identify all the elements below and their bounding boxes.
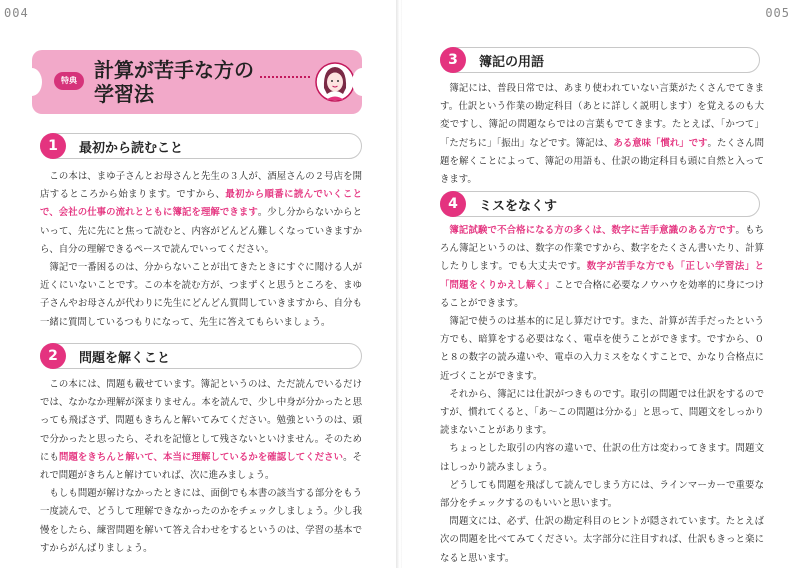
chapter-title-line1: 計算が苦手な方の bbox=[94, 58, 254, 82]
section-title-4: ミスをなくす bbox=[479, 199, 558, 214]
paragraph: 簿記で一番困るのは、分からないことが出てきたときにすぐに聞ける人が近くにいないことです。この本を読む方が、つまずくと思うところを、まゆ子さんやお母さんが代わりに先生にどんどん質問していきますから、自分も一緒に質問しているつもりになって、先生に答えてもらいましょう。 bbox=[40, 262, 362, 328]
highlight-text: 最初から順番に読んでいくことで、会社の仕事の流れとともに簿記を理解できます bbox=[40, 189, 362, 219]
section-body-2 bbox=[40, 376, 362, 558]
highlight-text: ある意味「慣れ」です bbox=[613, 137, 708, 149]
paragraph: それから、簿記には仕訳がつきものです。取引の問題では仕訳をするのですが、慣れてくると、「あ〜この問題は分かる」と思って、問題文をしっかり読まないことがあります。 bbox=[440, 388, 764, 437]
section-heading-1 bbox=[40, 133, 362, 159]
highlight-text: 簿記試験で不合格になる方の多くは、数字に苦手意識のある方です bbox=[449, 225, 736, 236]
left-page bbox=[0, 0, 398, 568]
section-number-2: 2 bbox=[40, 343, 66, 369]
paragraph: 簿記には、普段日常では、あまり使われていない言葉がたくさんでてきます。仕訳という作業の勘定科目（あとに詳しく説明します）を覚えるのも大変ですし、簿記の問題ならではの言葉もでてきます。たとえば、「かつて」「ただちに」「振出」などです。簿記は、ある意味「慣れ」です。たくさん問題を解くことによって、簿記の用語も、仕訳の勘定科目も頭に自然と入ってきます。 bbox=[440, 83, 764, 186]
section-title-2: 問題を解くこと bbox=[79, 351, 171, 366]
highlight-text: 問題をきちんと解いて、本当に理解しているかを確認してください bbox=[58, 451, 344, 463]
section-title-3: 簿記の用語 bbox=[479, 55, 545, 70]
section-body-4 bbox=[440, 222, 764, 568]
highlight-text: 数字が苦手な方でも「正しい学習法」と「問題をくりかえし解く」 bbox=[440, 261, 764, 291]
section-heading-2 bbox=[40, 343, 362, 369]
woman-portrait-icon bbox=[315, 58, 355, 106]
section-heading-3 bbox=[440, 47, 760, 73]
section-heading-4 bbox=[440, 191, 760, 217]
right-page bbox=[402, 0, 800, 568]
paragraph: 簿記試験で不合格になる方の多くは、数字に苦手意識のある方です。もちろん簿記というのは、数字の作業ですから、数字をたくさん書いたり、計算したりします。でも大丈夫です。数字が苦手な方でも「正しい学習法」と「問題をくりかえし解く」ことで合格に必要なノウハウを効率的に身につけることができます。 bbox=[440, 225, 764, 309]
special-badge: 特典 bbox=[54, 72, 84, 90]
paragraph: この本には、問題も載せています。簿記というのは、ただ読んでいるだけでは、なかなか理解が深まりません。本を読んで、少し中身が分かったと思っても飛ばさず、問題もきちんと解いてみてください。勉強というのは、頭で分かったと思ったら、それを記憶として残さないといけません。そのためにも問題をきちんと解いて、本当に理解しているかを確認してください。それで問題がきちんと解けていれば、次に進みましょう。 bbox=[40, 379, 362, 482]
chapter-title bbox=[94, 58, 254, 106]
section-body-1 bbox=[40, 168, 362, 332]
paragraph: ちょっとした取引の内容の違いで、仕訳の仕方は変わってきます。問題文はしっかり読みましょう。 bbox=[440, 443, 764, 473]
section-number-1: 1 bbox=[40, 133, 66, 159]
page-number-right: 005 bbox=[765, 6, 790, 20]
title-dotted-rule bbox=[260, 76, 310, 78]
section-number-3: 3 bbox=[440, 47, 466, 73]
paragraph: 簿記で使うのは基本的に足し算だけです。また、計算が苦手だったという方でも、暗算をする必要はなく、電卓を使うことができます。ですから、０と８の数字の読み違いや、電卓の入力ミスをなくすことで、かなり合格点に近づくことができます。 bbox=[440, 316, 764, 382]
paragraph: 問題文には、必ず、仕訳の勘定科目のヒントが隠されています。たとえば次の問題を比べてみてください。太字部分に注目すれば、仕訳もきっと楽になると思います。 bbox=[440, 516, 764, 564]
page-number-left: 004 bbox=[4, 6, 29, 20]
section-number-4: 4 bbox=[440, 191, 466, 217]
chapter-title-line2: 学習法 bbox=[94, 82, 154, 106]
section-title-1: 最初から読むこと bbox=[79, 141, 184, 156]
paragraph: どうしても問題を飛ばして読んでしまう方には、ラインマーカーで重要な部分をチェックするのもいいと思います。 bbox=[440, 479, 764, 510]
paragraph: もしも問題が解けなかったときには、面倒でも本書の該当する部分をもう一度読んで、どうして理解できなかったのかをチェックしましょう。少し我慢をしたら、練習問題を解いて答え合わせをするというのは、学習の基本ですからがんばりましょう。 bbox=[40, 488, 362, 554]
chapter-title-box bbox=[32, 50, 362, 114]
paragraph: この本は、まゆ子さんとお母さんと先生の３人が、酒屋さんの２号店を開店するところから始まります。ですから、最初から順番に読んでいくことで、会社の仕事の流れとともに簿記を理解できます。少し分からないからといって、先に先にと焦って読むと、内容がどんどん難しくなっていきますから、自分の理解できるペースで読んでいってください。 bbox=[40, 171, 362, 255]
section-body-3 bbox=[440, 80, 764, 189]
